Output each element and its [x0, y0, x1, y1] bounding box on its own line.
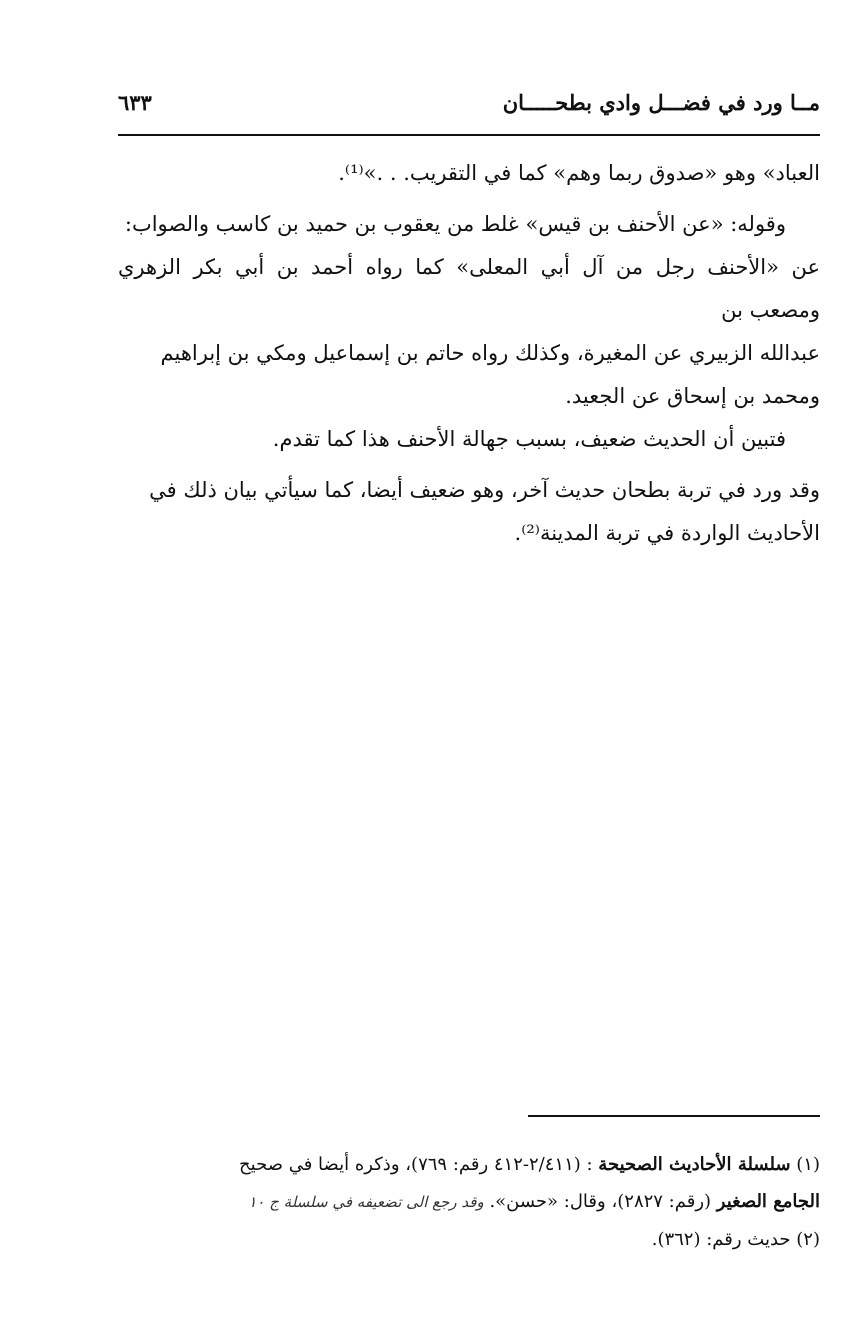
footnote-number: (١) [796, 1154, 820, 1175]
text-line: العباد» وهو «صدوق ربما وهم» كما في التقريب. . .»⁽¹⁾. [338, 161, 820, 185]
text-line: وقد ورد في تربة بطحان حديث آخر، وهو ضعيف أيضا، كما سيأتي بيان ذلك في [149, 478, 820, 502]
footnote-text: : (٢/٤١١-٤١٢ رقم: ٧٦٩)، وذكره أيضا في صحيح [239, 1154, 593, 1175]
main-text [118, 152, 820, 555]
text-line: عن «الأحنف رجل من آل أبي المعلى» كما رواه أحمد بن أبي بكر الزهري ومصعب بن [118, 255, 820, 322]
text-line: عبدالله الزبيري عن المغيرة، وكذلك رواه حاتم بن إسماعيل ومكي بن إبراهيم [160, 341, 820, 365]
footnote-1-cont [118, 1183, 820, 1221]
footnote-text: (رقم: ٢٨٢٧)، وقال: «حسن». [489, 1191, 712, 1212]
running-title: مــا ورد في فضـــل وادي بطحـــــان [502, 89, 820, 115]
footnote-rule [528, 1115, 820, 1117]
footnote-source: سلسلة الأحاديث الصحيحة [598, 1154, 791, 1175]
text-line: فتبين أن الحديث ضعيف، بسبب جهالة الأحنف هذا كما تقدم. [272, 427, 786, 451]
footnote-2: (٢) حديث رقم: (٣٦٢). [651, 1229, 820, 1250]
header-rule [118, 134, 820, 136]
footnotes [118, 1146, 820, 1258]
footnote-source: الجامع الصغير [716, 1191, 820, 1212]
page-number: ٦٣٣ [118, 89, 152, 115]
text-line: وقوله: «عن الأحنف بن قيس» غلط من يعقوب بن حميد بن كاسب والصواب: [124, 212, 786, 236]
text-line: ومحمد بن إسحاق عن الجعيد. [565, 384, 820, 408]
handwritten-note: وقد رجع الى تضعيفه في سلسلة ج ١٠ [248, 1193, 484, 1211]
text-line: الأحاديث الواردة في تربة المدينة⁽²⁾. [514, 521, 820, 545]
page-header [118, 84, 820, 120]
footnote-1 [118, 1146, 820, 1183]
